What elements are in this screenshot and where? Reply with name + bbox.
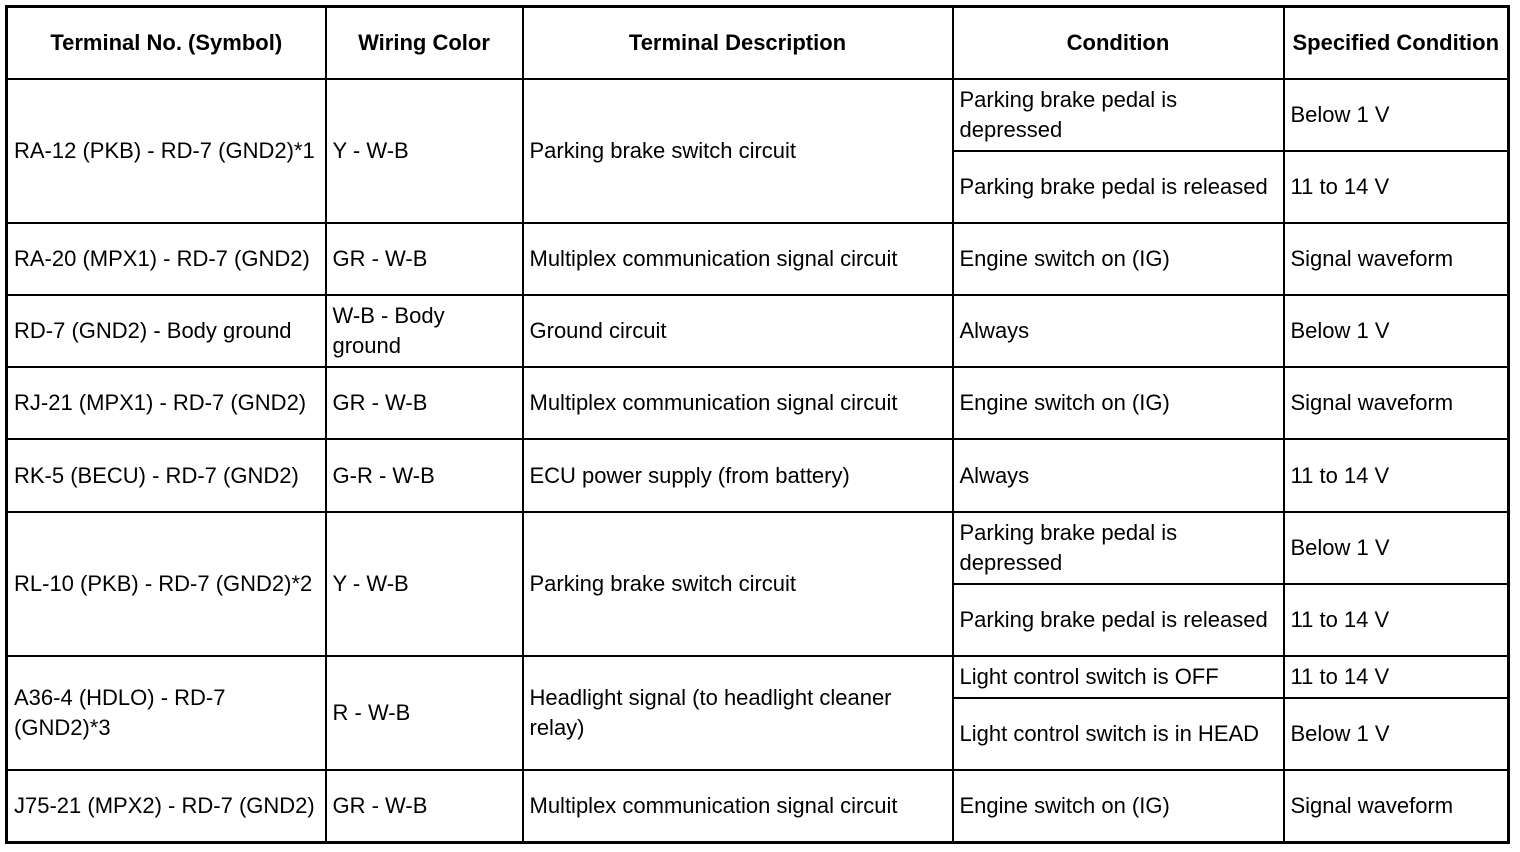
condition-cell: Parking brake pedal is depressed <box>953 512 1284 584</box>
header-specified-condition: Specified Condition <box>1284 7 1509 79</box>
wiring-color-cell: Y - W-B <box>326 79 523 223</box>
terminal-cell: J75-21 (MPX2) - RD-7 (GND2) <box>7 770 326 842</box>
condition-cell: Light control switch is in HEAD <box>953 698 1284 770</box>
condition-cell: Engine switch on (IG) <box>953 770 1284 842</box>
table-row <box>7 223 1509 295</box>
terminal-cell: RA-12 (PKB) - RD-7 (GND2)*1 <box>7 79 326 223</box>
description-cell: Multiplex communication signal circuit <box>523 367 953 439</box>
header-terminal: Terminal No. (Symbol) <box>7 7 326 79</box>
table-row <box>7 295 1509 367</box>
header-row <box>7 7 1509 79</box>
specified-cell: Below 1 V <box>1284 512 1509 584</box>
specified-cell: Below 1 V <box>1284 295 1509 367</box>
condition-cell: Engine switch on (IG) <box>953 223 1284 295</box>
condition-cell: Always <box>953 439 1284 511</box>
terminal-cell: A36-4 (HDLO) - RD-7 (GND2)*3 <box>7 656 326 770</box>
table-row <box>7 770 1509 842</box>
specified-cell: 11 to 14 V <box>1284 151 1509 223</box>
wiring-color-cell: GR - W-B <box>326 223 523 295</box>
condition-cell: Parking brake pedal is released <box>953 151 1284 223</box>
description-cell: Headlight signal (to headlight cleaner relay) <box>523 656 953 770</box>
specified-cell: Below 1 V <box>1284 79 1509 151</box>
table-row <box>7 79 1509 151</box>
specified-cell: 11 to 14 V <box>1284 439 1509 511</box>
terminal-spec-table <box>5 5 1510 844</box>
table-row <box>7 512 1509 584</box>
description-cell: Multiplex communication signal circuit <box>523 770 953 842</box>
specified-cell: Signal waveform <box>1284 770 1509 842</box>
table-row <box>7 367 1509 439</box>
table-row <box>7 439 1509 511</box>
condition-cell: Parking brake pedal is released <box>953 584 1284 656</box>
wiring-color-cell: R - W-B <box>326 656 523 770</box>
wiring-color-cell: GR - W-B <box>326 367 523 439</box>
condition-cell: Always <box>953 295 1284 367</box>
terminal-cell: RL-10 (PKB) - RD-7 (GND2)*2 <box>7 512 326 656</box>
description-cell: ECU power supply (from battery) <box>523 439 953 511</box>
terminal-cell: RK-5 (BECU) - RD-7 (GND2) <box>7 439 326 511</box>
specified-cell: 11 to 14 V <box>1284 656 1509 698</box>
header-terminal-description: Terminal Description <box>523 7 953 79</box>
table-row <box>7 656 1509 698</box>
condition-cell: Parking brake pedal is depressed <box>953 79 1284 151</box>
header-wiring-color: Wiring Color <box>326 7 523 79</box>
specified-cell: Below 1 V <box>1284 698 1509 770</box>
description-cell: Ground circuit <box>523 295 953 367</box>
specified-cell: 11 to 14 V <box>1284 584 1509 656</box>
description-cell: Parking brake switch circuit <box>523 512 953 656</box>
description-cell: Multiplex communication signal circuit <box>523 223 953 295</box>
wiring-color-cell: G-R - W-B <box>326 439 523 511</box>
terminal-cell: RD-7 (GND2) - Body ground <box>7 295 326 367</box>
wiring-color-cell: Y - W-B <box>326 512 523 656</box>
terminal-cell: RA-20 (MPX1) - RD-7 (GND2) <box>7 223 326 295</box>
description-cell: Parking brake switch circuit <box>523 79 953 223</box>
specified-cell: Signal waveform <box>1284 367 1509 439</box>
condition-cell: Engine switch on (IG) <box>953 367 1284 439</box>
wiring-color-cell: GR - W-B <box>326 770 523 842</box>
wiring-color-cell: W-B - Body ground <box>326 295 523 367</box>
specified-cell: Signal waveform <box>1284 223 1509 295</box>
header-condition: Condition <box>953 7 1284 79</box>
terminal-cell: RJ-21 (MPX1) - RD-7 (GND2) <box>7 367 326 439</box>
condition-cell: Light control switch is OFF <box>953 656 1284 698</box>
